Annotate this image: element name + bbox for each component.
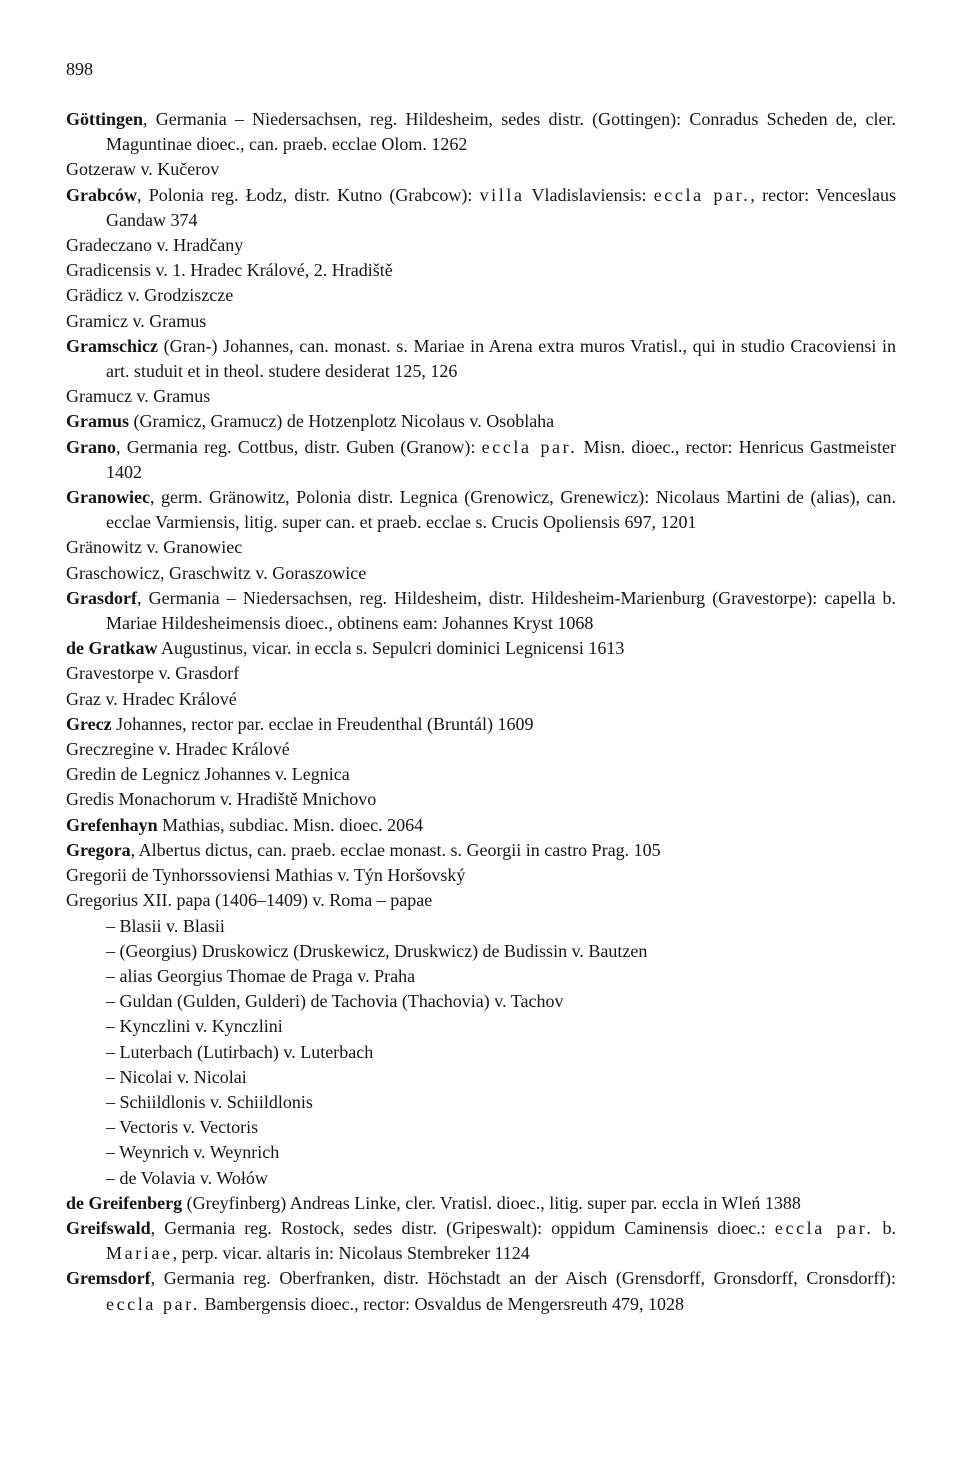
index-entry (66, 1191, 896, 1216)
entry-spaced-text: eccla par. (774, 1217, 874, 1238)
entry-text: – (Georgius) Druskowicz (Druskewicz, Druskwicz) de Budissin v. Bautzen (106, 940, 648, 961)
index-entry (66, 636, 896, 661)
index-entry (66, 107, 896, 157)
entry-text: , perp. vicar. altaris in: Nicolaus Stembreker 1124 (172, 1243, 530, 1264)
entry-text: Gränowitz v. Granowiec (66, 537, 243, 558)
index-entry (66, 1216, 896, 1266)
index-subentry (66, 989, 896, 1014)
entry-text: Gramicz v. Gramus (66, 310, 207, 331)
index-entry (66, 258, 896, 283)
entry-text: Misn. dioec., rector: Henricus Gastmeister 1402 (106, 436, 896, 482)
entry-text: Grädicz v. Grodziszcze (66, 285, 234, 306)
page-number: 898 (66, 59, 93, 79)
entry-text: , Germania reg. Cottbus, distr. Guben (Granow): (116, 436, 482, 457)
entry-text: Gradeczano v. Hradčany (66, 235, 244, 256)
entry-text: – Blasii v. Blasii (106, 915, 225, 936)
entry-text: Graz v. Hradec Králové (66, 688, 237, 709)
entry-headword: Granowiec (66, 487, 150, 508)
entry-headword: de Gratkaw (66, 638, 158, 659)
index-entry (66, 535, 896, 560)
entry-headword: Gramus (66, 411, 129, 432)
entry-spaced-text: Mariae (106, 1243, 173, 1264)
index-entry (66, 561, 896, 586)
entry-headword: Grecz (66, 713, 112, 734)
entry-text: Gredis Monachorum v. Hradiště Mnichovo (66, 789, 377, 810)
entry-text: – Vectoris v. Vectoris (106, 1117, 259, 1138)
entry-headword: Grano (66, 436, 117, 457)
index-entry (66, 309, 896, 334)
entry-headword: Grasdorf (66, 587, 137, 608)
index-subentry (66, 964, 896, 989)
entry-text: b. (873, 1217, 897, 1238)
entry-text: Augustinus, vicar. in eccla s. Sepulcri dominici Legnicensi 1613 (157, 638, 625, 659)
entry-text: – Weynrich v. Weynrich (106, 1142, 280, 1163)
index-subentry (66, 1014, 896, 1039)
index-subentry (66, 914, 896, 939)
entry-text: – Nicolai v. Nicolai (106, 1066, 247, 1087)
entry-headword: Grabców (66, 184, 137, 205)
entry-headword: Gremsdorf (66, 1268, 151, 1289)
index-entry (66, 661, 896, 686)
entry-text: , germ. Gränowitz, Polonia distr. Legnica (Grenowicz, Grenewicz): Nicolaus Martini de (alias), can. ecclae Varmiensis, litig. super can. et praeb. ecclae s. Crucis Opoliensis 697, 1201 (106, 487, 896, 533)
index-entry (66, 787, 896, 812)
entry-text: Gredin de Legnicz Johannes v. Legnica (66, 764, 350, 785)
entry-text: , Polonia reg. Łodz, distr. Kutno (Grabcow): (137, 184, 480, 205)
entry-text: Gregorius XII. papa (1406–1409) v. Roma – papae (66, 890, 433, 911)
index-subentry (66, 1065, 896, 1090)
entry-text: Vladislaviensis: (524, 184, 654, 205)
entry-text: , Albertus dictus, can. praeb. ecclae monast. s. Georgii in castro Prag. 105 (130, 839, 661, 860)
entry-text: , Germania reg. Oberfranken, distr. Höchstadt an der Aisch (Grensdorff, Gronsdorff, Cronsdorff): (150, 1268, 896, 1289)
index-subentry (66, 1090, 896, 1115)
entry-text: Graschowicz, Graschwitz v. Goraszowice (66, 562, 367, 583)
index-entry (66, 586, 896, 636)
entry-text: Gotzeraw v. Kučerov (66, 159, 220, 180)
entry-text: Gramucz v. Gramus (66, 386, 211, 407)
index-entry (66, 687, 896, 712)
entry-text: (Greyfinberg) Andreas Linke, cler. Vratisl. dioec., litig. super par. eccla in Wleń 1388 (182, 1192, 801, 1213)
entry-spaced-text: eccla par. (653, 184, 751, 205)
index-entry (66, 838, 896, 863)
entry-text: – Schiildlonis v. Schiildlonis (106, 1091, 313, 1112)
entry-text: – de Volavia v. Wołów (106, 1167, 268, 1188)
index-entry (66, 409, 896, 434)
index-subentry (66, 1140, 896, 1165)
index-subentry (66, 1166, 896, 1191)
entry-text: , Germania – Niedersachsen, reg. Hildesheim, distr. Hildesheim-Marienburg (Gravestorpe): capella b. Mariae Hildesheimensis dioec., obtinens eam: Johannes Kryst 1068 (106, 587, 896, 634)
index-entry (66, 334, 896, 384)
index-entry (66, 435, 896, 485)
entry-text: (Gran-) Johannes, can. monast. s. Mariae in Arena extra muros Vratisl., qui in studio Cracoviensi in art. studuit et in theol. studere desiderat 125, 126 (106, 335, 896, 382)
index-entry (66, 384, 896, 409)
index-subentry (66, 1115, 896, 1140)
entry-headword: de Greifenberg (66, 1192, 183, 1213)
index-entry (66, 737, 896, 762)
index-subentry (66, 939, 896, 964)
entry-headword: Grefenhayn (66, 814, 158, 835)
entry-headword: Gregora (66, 839, 131, 860)
entry-spaced-text: eccla par. (106, 1293, 200, 1314)
entry-text: , Germania reg. Rostock, sedes distr. (Gripeswalt): oppidum Caminensis dioec.: (150, 1217, 775, 1238)
index-entry (66, 762, 896, 787)
index-entry (66, 712, 896, 737)
entry-text: Gregorii de Tynhorssoviensi Mathias v. Týn Horšovský (66, 865, 466, 886)
index-entry (66, 233, 896, 258)
index-entry (66, 888, 896, 913)
index-entry (66, 485, 896, 535)
entry-text: Bambergensis dioec., rector: Osvaldus de Mengersreuth 479, 1028 (199, 1293, 685, 1314)
entry-text: – Guldan (Gulden, Gulderi) de Tachovia (Thachovia) v. Tachov (106, 991, 564, 1012)
index-subentry (66, 1040, 896, 1065)
entry-text: (Gramicz, Gramucz) de Hotzenplotz Nicolaus v. Osoblaha (129, 411, 555, 432)
index-entry (66, 1266, 896, 1316)
entry-spaced-text: eccla par. (481, 436, 578, 457)
entry-spaced-text: villa (479, 184, 525, 205)
entry-text: Gravestorpe v. Grasdorf (66, 663, 240, 684)
entry-text: Gradicensis v. 1. Hradec Králové, 2. Hradiště (66, 260, 393, 281)
entry-text: , Germania – Niedersachsen, reg. Hildesheim, sedes distr. (Gottingen): Conradus Scheden de, cler. Maguntinae dioec., can. praeb. ecclae Olom. 1262 (106, 109, 896, 155)
entry-text: Johannes, rector par. ecclae in Freudenthal (Bruntál) 1609 (111, 713, 534, 734)
index-entry (66, 183, 896, 233)
entry-text: – alias Georgius Thomae de Praga v. Praha (106, 965, 416, 986)
entry-headword: Gramschicz (66, 335, 158, 356)
index-entry (66, 813, 896, 838)
entry-text: , rector: Venceslaus Gandaw 374 (106, 184, 896, 230)
index-entry-list (66, 107, 896, 1317)
entry-text: – Kynczlini v. Kynczlini (106, 1016, 283, 1037)
entry-text: Mathias, subdiac. Misn. dioec. 2064 (157, 814, 424, 835)
entry-text: Greczregine v. Hradec Králové (66, 739, 290, 760)
index-entry (66, 283, 896, 308)
entry-text: – Luterbach (Lutirbach) v. Luterbach (106, 1041, 374, 1062)
entry-headword: Göttingen (66, 109, 144, 129)
entry-headword: Greifswald (66, 1217, 151, 1238)
index-entry (66, 157, 896, 182)
index-entry (66, 863, 896, 888)
